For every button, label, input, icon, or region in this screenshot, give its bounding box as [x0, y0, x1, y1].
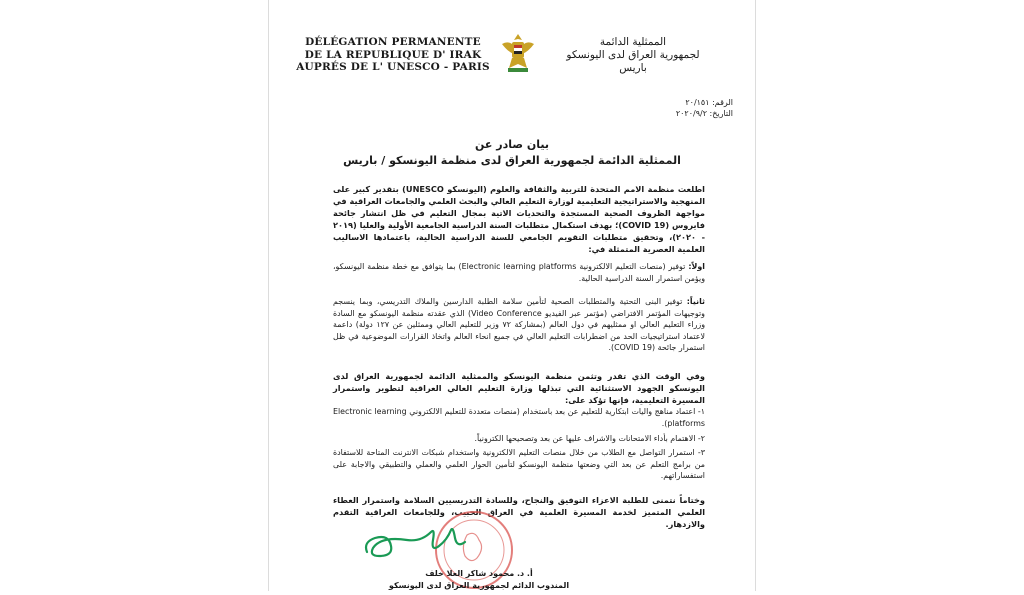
numbered-item-3: ٣- استمرار التواصل مع الطلاب من خلال منصات التعليم الالكترونية واستخدام شبكات الانترنت المتاحة للاستفادة من برامج التعلم عن بعد التي وضعتها منظمة اليونسكو لتأمين الحوار العلمي والعملي والتطبيقي والاجابة على استفساراتهم. — [333, 448, 705, 480]
signer-block — [333, 568, 625, 592]
letterhead-fr-line-2: DE LA REPUBLIQUE D' IRAK — [304, 48, 482, 61]
iraq-eagle-emblem-icon — [500, 30, 536, 74]
point-one — [333, 261, 705, 284]
title-line-2: الممثلية الدائمة لجمهورية العراق لدى منظمة اليونسكو / باريس — [343, 154, 681, 167]
intro-paragraph: اطلعت منظمة الامم المتحدة للتربية والثقافة والعلوم (اليونسكو UNESCO) بتقدير كبير على المنهجية والاستراتيجية التعليمية لوزارة التعليم العالي والبحث العلمي والجامعات العراقية في مواجهة الظروف الصحية المستجدة والتحديات الاتية بمجال التعليم في ظل انتشار جائحة فايروس (COVID 19)؛ بهدف استكمال متطلبات السنة الدراسية الجامعية الأولية والعليا (٢٠١٩ - ٢٠٢٠)، وتحقيق متطلبات التقويم الجامعي للسنة الدراسية الحالية، باعتمادها الاساليب العلمية العصرية المتمثلة في: — [333, 184, 705, 254]
letter-page — [268, 0, 756, 591]
affirmation-paragraph: وفي الوقت الذي تقدر وتثمن منظمة اليونسكو والممثلية الدائمة لجمهورية العراق لدى اليونسكو الجهود الاستثنائية التي تبذلها وزارة التعليم العالي العراقية لتطوير واستمرار المسيرة التعليمية، فإنها تؤكد على: — [333, 371, 705, 405]
numbered-item-1: ١- اعتماد مناهج واليات ابتكارية للتعليم عن بعد باستخدام (منصات متعددة للتعليم الالكتروني Electronic learning platforms). — [333, 407, 705, 428]
handwritten-signature — [361, 522, 471, 564]
letterhead-fr-line-3: AUPRÉS DE L' UNESCO - PARIS — [296, 61, 490, 73]
letterhead-ar-line-3: باريس — [619, 62, 647, 74]
signer-role: المندوب الدائم لجمهورية العراق لدى اليونسكو — [388, 581, 570, 590]
signer-name: أ. د. محمود شاكر العلا خلف — [425, 569, 533, 578]
letter-date: التاريخ: ٢٠٢٠/٩/٢ — [675, 108, 733, 118]
letterhead-ar-line-1: الممثلية الدائمة — [599, 36, 667, 48]
reference-block — [676, 98, 733, 119]
statement-title — [289, 137, 735, 169]
point-two-label: ثانياً: — [686, 297, 705, 306]
point-one-label: اولاً: — [688, 262, 705, 271]
letterhead-ar-line-2: لجمهورية العراق لدى اليونسكو — [566, 49, 700, 61]
reference-number: الرقم: ٢٠/١٥١ — [685, 98, 733, 107]
title-line-1: بيان صادر عن — [475, 138, 549, 151]
arabic-letterhead — [533, 36, 733, 75]
point-two-text: توفير البنى التحتية والمتطلبات الصحية لتأمين سلامة الطلبة الدارسين والملاك التدريسي، وبما ينسجم وتوجيهات المؤتمر الافتراضي (مؤتمر عبر الفيديو Video Conference) الذي عقدته منظمة اليونسكو مع السادة وزراء التعليم العالي او ممثليهم في دول العالم (بمشاركة ٧٢ وزير للتعليم العالي وممثلين عن ١٢٧ دولة) داعمة لاعتماد استراتيجيات الحد من اضطرابات التعليم العالي في جميع انحاء العالم واتخاذ القرارات الموضوعية في ظل استمرار جائحة (COVID 19). — [333, 297, 706, 352]
letterhead-fr-line-1: DÉLÉGATION PERMANENTE — [305, 36, 481, 48]
point-one-text: توفير (منصات التعليم الالكترونية Electronic learning platforms) بما يتوافق مع خطة منظمة اليونسكو، ويؤمن استمرار السنة الدراسية الحالية. — [333, 262, 705, 283]
numbered-item-2: ٢- الاهتمام بأداء الامتحانات والاشراف عليها عن بعد وتصحيحها الكترونياً. — [474, 434, 705, 443]
closing-paragraph: وختاماً نتمنى للطلبة الاعزاء التوفيق والنجاح، وللسادة التدريسيين السلامة واستمرار العطاء العلمي المتميز لخدمة المسيرة العلمية في العراق الحبيب، وللجامعات العراقية التقدم والازدهار. — [333, 495, 705, 529]
french-letterhead — [293, 36, 493, 74]
point-two — [333, 296, 705, 354]
